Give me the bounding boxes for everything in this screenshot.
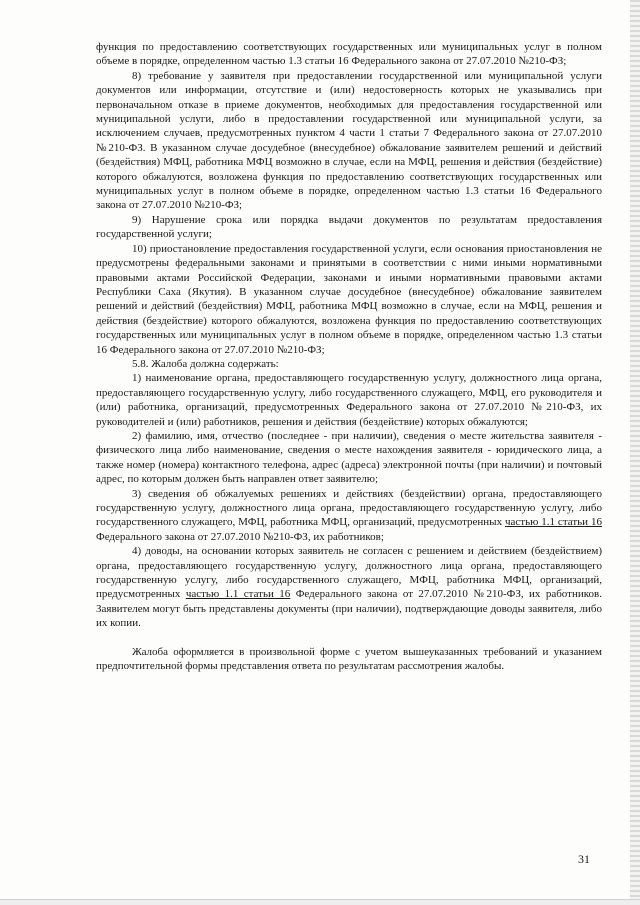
law-reference-link[interactable]: частью 1.1 статьи 16 (185, 588, 291, 601)
scan-edge-bottom (0, 899, 640, 905)
paragraph-text: 3) сведения об обжалуемых решениях и действиях (бездействии) органа, предоставляющего государственную услугу, должностного лица органа, предоставляющего государственную услугу, либо государственного служащего, МФЦ, работника МФЦ, организаций, предусмотренных (96, 487, 602, 529)
paragraph-item-8: 8) требование у заявителя при предоставлении государственной или муниципальной услуги документов или информации, отсутствие и (или) недостоверность которых не указывались при первоначальном отказе в приеме документов, необходимых для предоставления государственной или муниципальной услуги, либо в предоставлении государственной или муниципальной услуги, за исключением случаев, предусмотренных пунктом 4 части 1 статьи 7 Федерального закона от 27.07.2010 №210-ФЗ. В указанном случае досудебное (внесудебное) обжалование заявителем решений и действий (бездействия) МФЦ, работника МФЦ возможно в случае, если на МФЦ, решения и действия (бездействие) которого обжалуются, возложена функция по предоставлению соответствующих государственных или муниципальных услуг в полном объеме в порядке, определенном частью 1.3 статьи 16 Федерального закона от 27.07.2010 №210-ФЗ; (96, 69, 602, 212)
paragraph-complaint-item-2: 2) фамилию, имя, отчество (последнее - при наличии), сведения о месте жительства заявителя - физического лица либо наименование, сведения о месте нахождения заявителя - юридического лица, а также номер (номера) контактного телефона, адрес (адреса) электронной почты (при наличии) и почтовый адрес, по которым должен быть направлен ответ заявителю; (96, 429, 602, 486)
section-heading-5-8: 5.8. Жалоба должна содержать: (132, 357, 279, 370)
paragraph-continuation: функция по предоставлению соответствующих государственных или муниципальных услуг в полном объеме в порядке, определенном частью 1.3 статьи 16 Федерального закона от 27.07.2010 №210-ФЗ; (96, 41, 602, 68)
law-reference-link[interactable]: частью 1.1 статьи 16 (505, 516, 602, 529)
document-body (96, 40, 602, 673)
paragraph-item-10: 10) приостановление предоставления государственной услуги, если основания приостановления не предусмотрены федеральными законами и принятыми в соответствии с ними иными нормативными правовыми актами Российской Федерации, законами и иными нормативными правовыми актами Республики Саха (Якутия). В указанном случае досудебное (внесудебное) обжалование заявителем решений и действий (бездействия) МФЦ, работника МФЦ возможно в случае, если на МФЦ, решения и действия (бездействие) которого обжалуются, возложена функция по предоставлению соответствующих государственных или муниципальных услуг в полном объеме в порядке, определенном частью 1.3 статьи 16 Федерального закона от 27.07.2010 №210-ФЗ; (96, 242, 602, 356)
paragraph-item-9: 9) Нарушение срока или порядка выдачи документов по результатам предоставления государственной услуги; (96, 213, 602, 241)
paragraph-closing: Жалоба оформляется в произвольной форме с учетом вышеуказанных требований и указанием предпочтительной формы представления ответа по результатам рассмотрения жалобы. (96, 645, 602, 673)
paragraph-text: Федерального закона от 27.07.2010 №210-ФЗ, их работников. Заявителем могут быть представлены документы (при наличии), подтверждающие доводы заявителя, либо их копии. (96, 588, 602, 630)
paragraph-text: Федерального закона от 27.07.2010 №210-ФЗ, их работников; (96, 530, 384, 543)
paragraph-text: 4) доводы, на основании которых заявитель не согласен с решением и действием (бездействием) органа, предоставляющего государственную услугу, должностного лица органа, предоставляющего государственную услугу, либо государственного служащего, МФЦ, работника МФЦ, организаций, предусмотренных (96, 545, 602, 601)
scan-edge-right (630, 0, 640, 905)
paragraph-complaint-item-1: 1) наименование органа, предоставляющего государственную услугу, должностного лица органа, предоставляющего государственную услугу, либо государственного служащего, МФЦ, его руководителя и (или) работника, организаций, предусмотренных Федерального закона от 27.07.2010 №210-ФЗ, их руководителей и (или) работников, решения и действия (бездействие) которых обжалуются; (96, 372, 602, 428)
paragraph-complaint-item-3 (96, 487, 602, 545)
page-number: 31 (578, 852, 590, 866)
paragraph-complaint-item-4 (96, 544, 602, 630)
